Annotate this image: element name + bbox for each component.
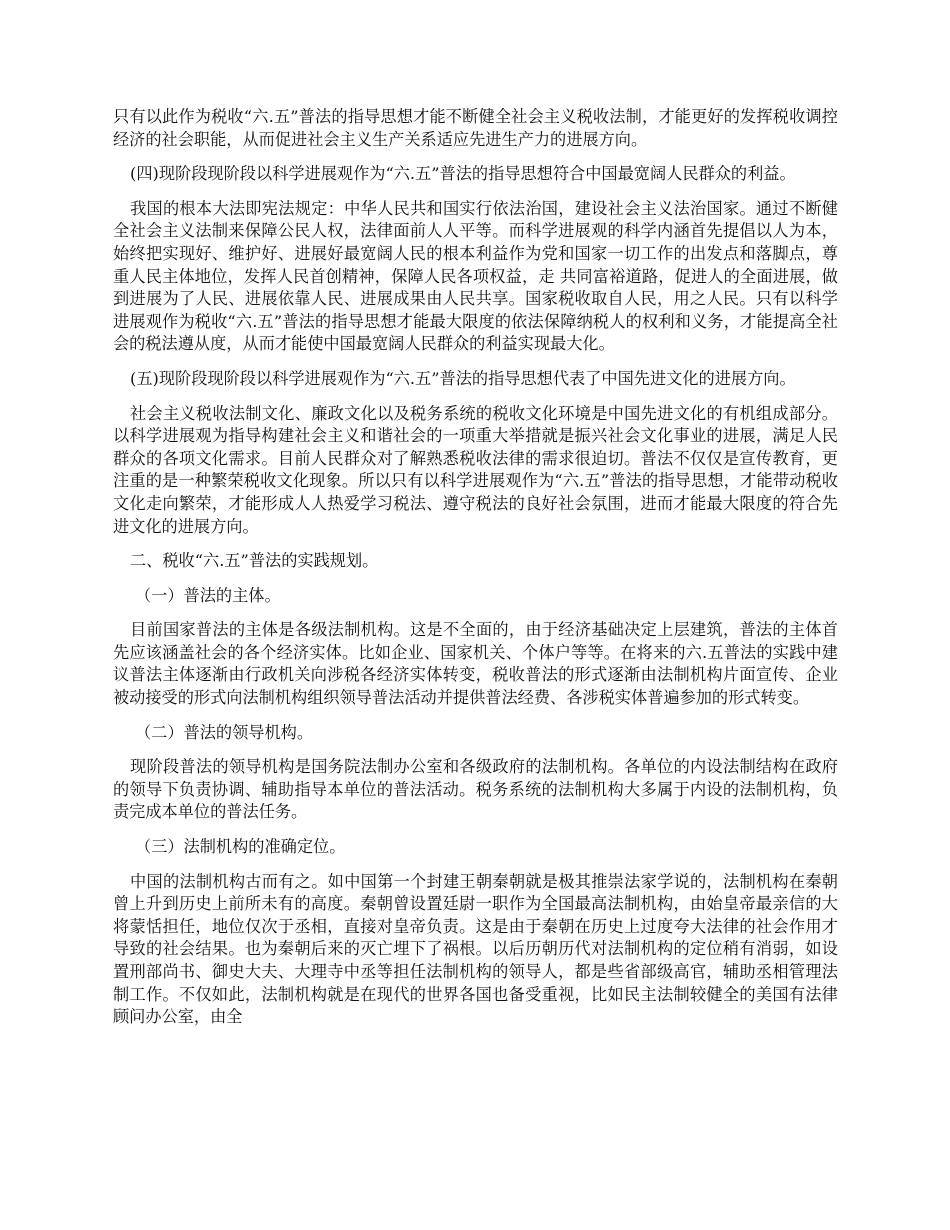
paragraph-culture: 社会主义税收法制文化、廉政文化以及税务系统的税收文化环境是中国先进文化的有机组成部分。以科学进展观为指导构建社会主义和谐社会的一项重大举措就是振兴社会文化事业的进展，满足人民群众的各项文化需求。目前人民群众对了解熟悉税收法律的需求很迫切。普法不仅仅是宣传教育，更注重的是一种繁荣税收文化现象。所以只有以科学进展观作为“六.五”普法的指导思想，才能带动税收文化走向繁荣，才能形成人人热爱学习税法、遵守税法的良好社会氛围，进而才能最大限度的符合先进文化的进展方向。 — [113, 403, 838, 536]
paragraph-subject: 目前国家普法的主体是各级法制机构。这是不全面的，由于经济基础决定上层建筑，普法的主体首先应该涵盖社会的各个经济实体。比如企业、国家机关、个体户等等。在将来的六.五普法的实践中建议普法主体逐渐由行政机关向涉税各经济实体转变，税收普法的形式逐渐由法制机构片面宣传、企业被动接受的形式向法制机构组织领导普法活动并提供普法经费、各涉税实体普遍参加的形式转变。 — [113, 620, 838, 708]
item-heading-3: （三）法制机构的准确定位。 — [135, 837, 346, 857]
item-heading-1: （一）普法的主体。 — [135, 585, 281, 605]
sub-heading-5: (五)现阶段现阶段以科学进展观作为“六.五”普法的指导思想代表了中国先进文化的进展方向。 — [130, 368, 796, 388]
paragraph-continued: 只有以此作为税收“六.五”普法的指导思想才能不断健全社会主义税收法制，才能更好的发挥税收调控经济的社会职能，从而促进社会主义生产关系适应先进生产力的进展方向。 — [113, 107, 838, 149]
section-heading-2: 二、税收“六.五”普法的实践规划。 — [130, 551, 379, 571]
sub-heading-4: (四)现阶段现阶段以科学进展观作为“六.五”普法的指导思想符合中国最宽阔人民群众的利益。 — [130, 164, 796, 184]
paragraph-history: 中国的法制机构古而有之。如中国第一个封建王朝秦朝就是极其推崇法家学说的，法制机构在秦朝曾上升到历史上前所未有的高度。秦朝曾设置廷尉一职作为全国最高法制机构，由始皇帝最亲信的大将蒙恬担任，地位仅次于丞相，直接对皇帝负责。这是由于秦朝在历史上过度夸大法律的社会作用才导致的社会结果。也为秦朝后来的灭亡埋下了祸根。以后历朝历代对法制机构的定位稍有消弱，如设置刑部尚书、御史大夫、大理寺中丞等担任法制机构的领导人，都是些省部级高官，辅助丞相管理法制工作。不仅如此，法制机构就是在现代的世界各国也备受重视，比如民主法制较健全的美国有法律顾问办公室，由全 — [113, 871, 838, 1027]
paragraph-leadership: 现阶段普法的领导机构是国务院法制办公室和各级政府的法制机构。各单位的内设法制结构在政府的领导下负责协调、辅助指导本单位的普法活动。税务系统的法制机构大多属于内设的法制机构，负责完成本单位的普法任务。 — [113, 757, 838, 822]
item-heading-2: （二）普法的领导机构。 — [135, 722, 314, 742]
paragraph-constitution: 我国的根本大法即宪法规定：中华人民共和国实行依法治国，建设社会主义法治国家。通过不断健全社会主义法制来保障公民人权，法律面前人人平等。而科学进展观的科学内涵首先提倡以人为本，始终把实现好、维护好、进展好最宽阔人民的根本利益作为党和国家一切工作的出发点和落脚点，尊重人民主体地位，发挥人民首创精神，保障人民各项权益，走 共同富裕道路，促进人的全面进展，做到进展为了人民、进展依靠人民、进展成果由人民共享。国家税收取自人民，用之人民。只有以科学进展观作为税收“六.五”普法的指导思想才能最大限度的依法保障纳税人的权利和义务，才能提高全社会的税法遵从度，从而才能使中国最宽阔人民群众的利益实现最大化。 — [113, 198, 838, 354]
document-page — [113, 106, 838, 1041]
